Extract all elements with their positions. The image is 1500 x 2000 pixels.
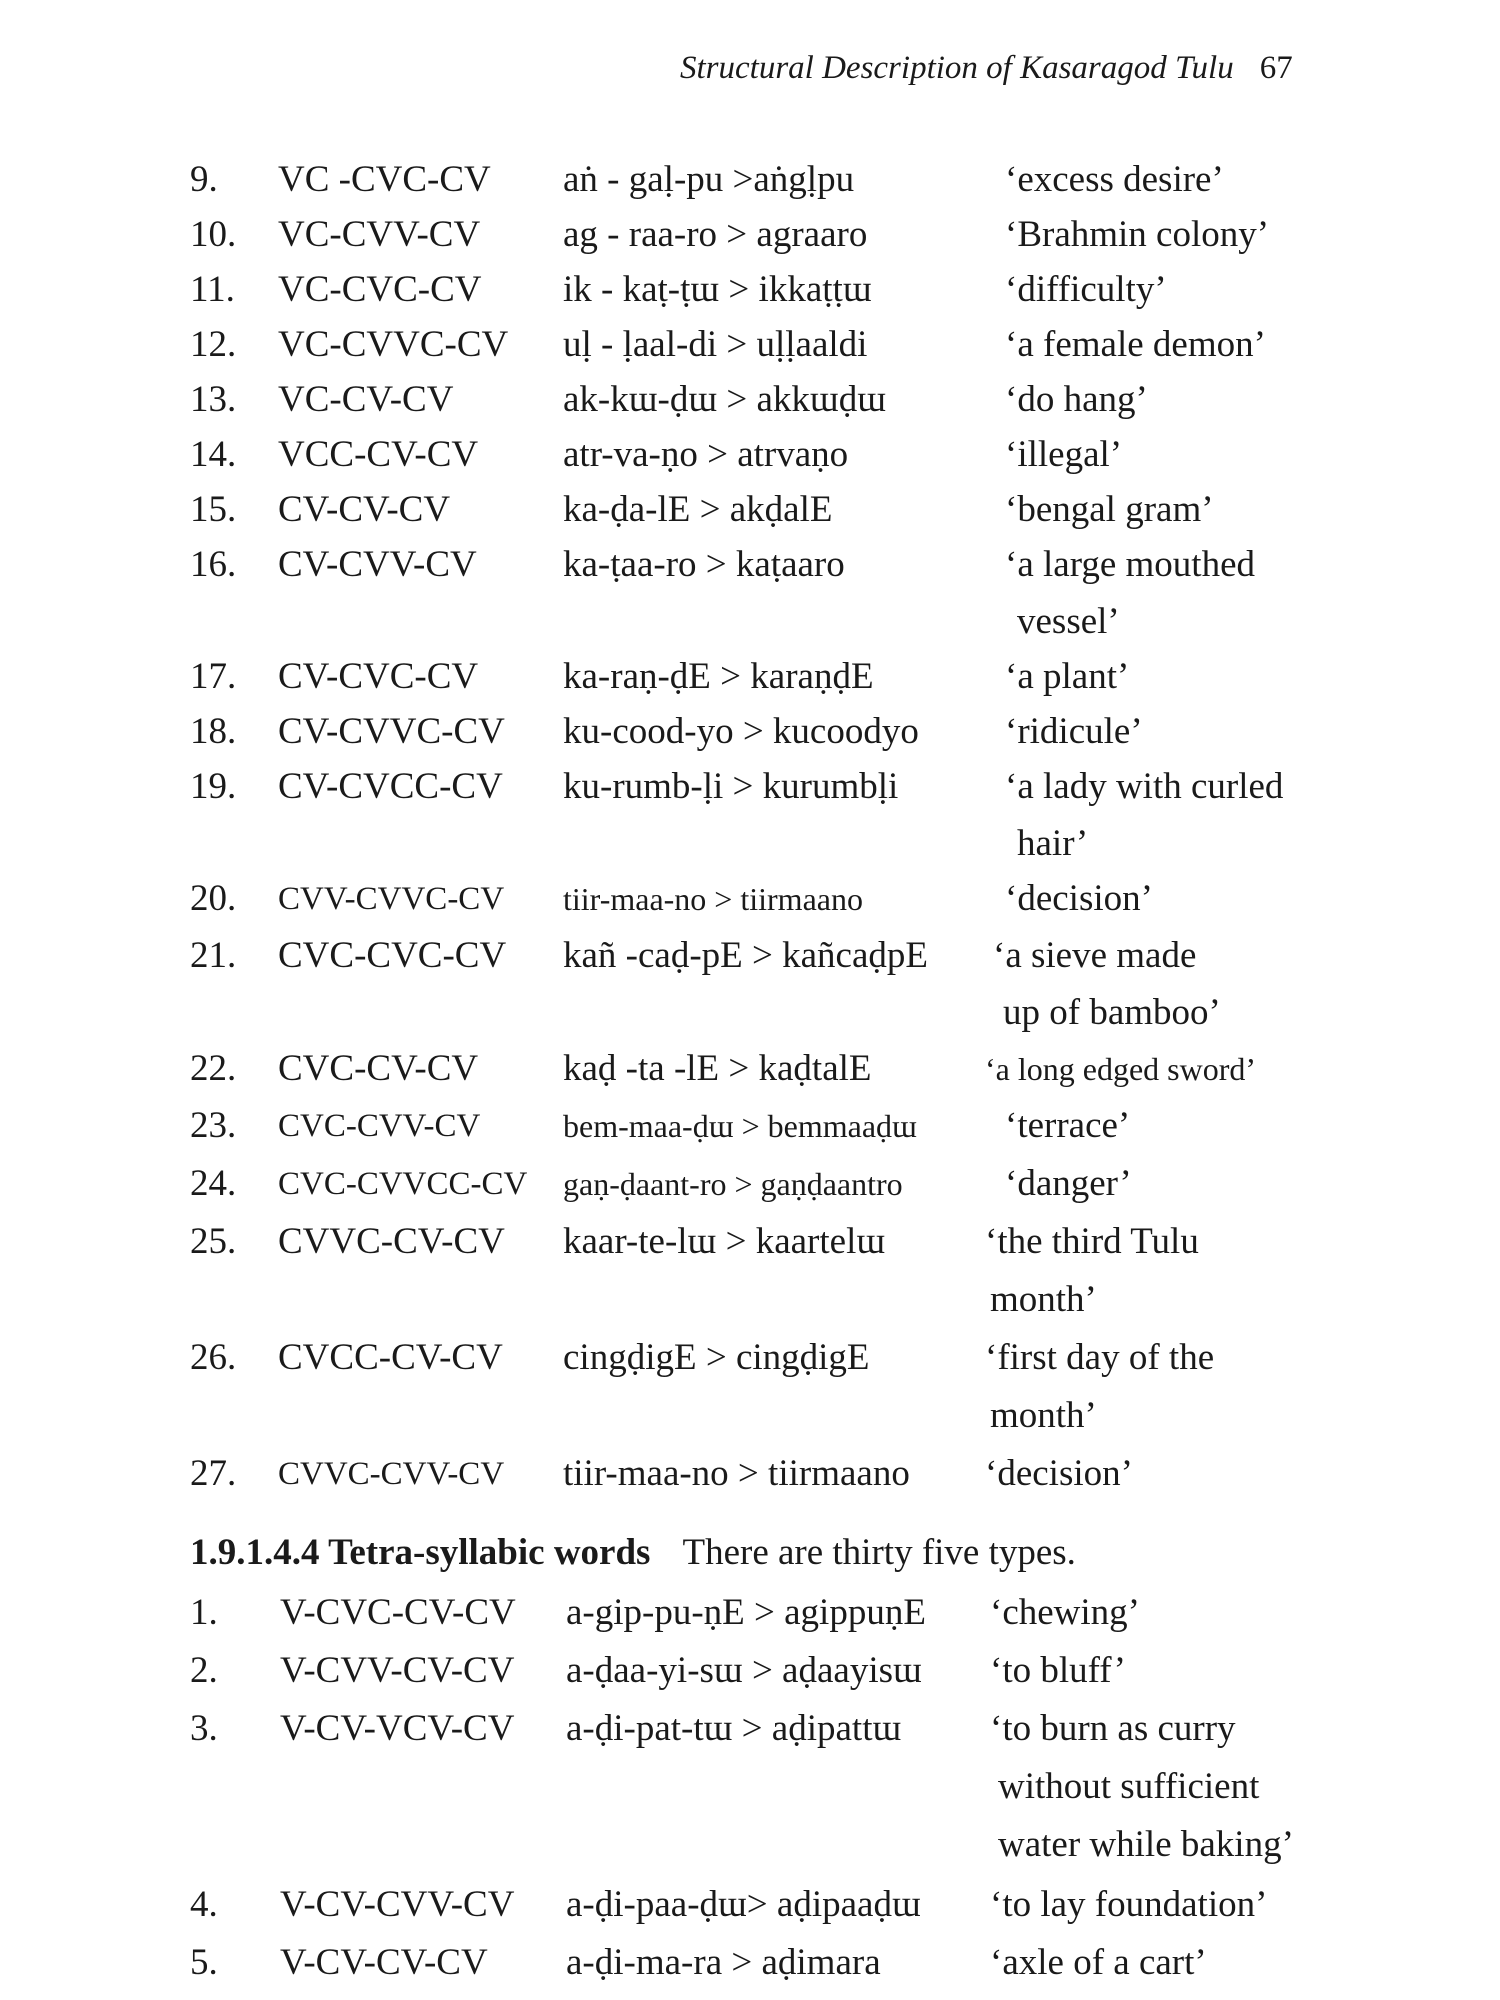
syllable-pattern: CVV-CVVC-CV	[278, 881, 505, 917]
gloss: ‘axle of a cart’	[990, 1942, 1207, 1983]
running-header	[680, 50, 1330, 87]
gloss: ‘illegal’	[1005, 434, 1123, 475]
gloss: ‘difficulty’	[1005, 269, 1167, 310]
gloss-continuation: hair’	[1017, 823, 1089, 864]
derivation: gaṇ-ḍaant-ro > gaṇḍaantro	[563, 1166, 903, 1202]
gloss: ‘terrace’	[1005, 1105, 1131, 1146]
derivation: a-ḍi-paa-ḍɯ> aḍipaaḍɯ	[566, 1884, 921, 1925]
row-number: 9.	[190, 159, 218, 200]
derivation: ak-kɯ-ḍɯ > akkɯḍɯ	[563, 379, 886, 420]
gloss: ‘chewing’	[990, 1592, 1140, 1633]
gloss: ‘decision’	[985, 1453, 1133, 1494]
row-number: 16.	[190, 544, 237, 585]
gloss: ‘to burn as curry	[990, 1708, 1236, 1749]
word-row	[0, 1880, 1500, 1930]
syllable-pattern: CVC-CVVCC-CV	[278, 1166, 528, 1202]
derivation: ik - kaṭ-ṭɯ > ikkaṭṭɯ	[563, 269, 872, 310]
syllable-pattern: CV-CVCC-CV	[278, 766, 503, 807]
gloss: ‘Brahmin colony’	[1005, 214, 1270, 255]
syllable-pattern: CV-CV-CV	[278, 489, 451, 530]
word-row	[0, 652, 1500, 702]
word-row	[0, 1217, 1500, 1267]
derivation: cingḍigE > cingḍigE	[563, 1337, 870, 1378]
word-row	[0, 1044, 1500, 1094]
derivation: ka-ḍa-lE > akḍalE	[563, 489, 833, 530]
row-number: 24.	[190, 1163, 237, 1204]
syllable-pattern: CVC-CVV-CV	[278, 1108, 481, 1144]
word-row	[0, 540, 1500, 590]
row-number: 3.	[190, 1708, 218, 1749]
derivation: ka-ṭaa-ro > kaṭaaro	[563, 544, 845, 585]
row-number: 4.	[190, 1884, 218, 1925]
derivation: tiir-maa-no > tiirmaano	[563, 881, 863, 917]
derivation: a-gip-pu-ṇE > agippuṇE	[566, 1592, 926, 1633]
gloss: ‘a long edged sword’	[985, 1051, 1257, 1087]
gloss: ‘a female demon’	[1005, 324, 1266, 365]
word-row	[0, 1333, 1500, 1383]
derivation: atr-va-ṇo > atrvaṇo	[563, 434, 849, 475]
row-number: 12.	[190, 324, 237, 365]
syllable-pattern: VC -CVC-CV	[278, 159, 491, 200]
derivation: kañ -caḍ-pE > kañcaḍpE	[563, 935, 928, 976]
derivation: aṅ - gaḷ-pu >aṅgḷpu	[563, 159, 855, 200]
gloss-continuation: up of bamboo’	[1003, 992, 1221, 1033]
syllable-pattern: CVC-CV-CV	[278, 1048, 479, 1089]
derivation: kaḍ -ta -lE > kaḍtalE	[563, 1048, 872, 1089]
gloss-continuation: without sufficient	[998, 1766, 1260, 1807]
derivation: ka-raṇ-ḍE > karaṇḍE	[563, 656, 874, 697]
word-row	[0, 430, 1500, 480]
derivation: a-ḍi-pat-tɯ > aḍipattɯ	[566, 1708, 902, 1749]
row-number: 26.	[190, 1337, 237, 1378]
gloss: ‘a plant’	[1005, 656, 1130, 697]
gloss: ‘decision’	[1005, 878, 1153, 919]
row-number: 18.	[190, 711, 237, 752]
derivation: ku-rumb-ḷi > kurumbḷi	[563, 766, 899, 807]
row-number: 22.	[190, 1048, 237, 1089]
row-number: 5.	[190, 1942, 218, 1983]
page-number: 67	[1259, 50, 1293, 86]
syllable-pattern: V-CV-CV-CV	[280, 1942, 488, 1983]
syllable-pattern: CV-CVVC-CV	[278, 711, 505, 752]
syllable-pattern: VC-CV-CV	[278, 379, 454, 420]
word-row	[0, 265, 1500, 315]
syllable-pattern: V-CV-CVV-CV	[280, 1884, 515, 1925]
row-number: 1.	[190, 1592, 218, 1633]
section-title: 1.9.1.4.4 Tetra-syllabic words	[190, 1532, 651, 1573]
word-row	[0, 931, 1500, 981]
gloss: ‘to bluff’	[990, 1650, 1126, 1691]
gloss: ‘the third Tulu	[985, 1221, 1199, 1262]
gloss: ‘to lay foundation’	[990, 1884, 1268, 1925]
word-row	[0, 210, 1500, 260]
gloss: ‘a sieve made	[993, 935, 1197, 976]
word-row	[0, 707, 1500, 757]
syllable-pattern: V-CV-VCV-CV	[280, 1708, 515, 1749]
syllable-pattern: CVCC-CV-CV	[278, 1337, 503, 1378]
word-row	[0, 155, 1500, 205]
syllable-pattern: CV-CVC-CV	[278, 656, 479, 697]
row-number: 21.	[190, 935, 237, 976]
derivation: tiir-maa-no > tiirmaano	[563, 1453, 910, 1494]
word-row	[0, 1646, 1500, 1696]
gloss: ‘ridicule’	[1005, 711, 1143, 752]
row-number: 11.	[190, 269, 235, 310]
word-row	[0, 1449, 1500, 1499]
word-row	[0, 1588, 1500, 1638]
gloss: ‘a lady with curled	[1005, 766, 1284, 807]
gloss-continuation: water while baking’	[998, 1824, 1294, 1865]
word-row	[0, 1938, 1500, 1988]
derivation: a-ḍaa-yi-sɯ > aḍaayisɯ	[566, 1650, 922, 1691]
gloss-continuation: vessel’	[1017, 601, 1120, 642]
syllable-pattern: VC-CVV-CV	[278, 214, 481, 255]
gloss-continuation: month’	[990, 1395, 1097, 1436]
word-row	[0, 1101, 1500, 1151]
syllable-pattern: V-CVV-CV-CV	[280, 1650, 515, 1691]
word-row	[0, 485, 1500, 535]
word-row	[0, 1159, 1500, 1209]
word-row	[0, 762, 1500, 812]
gloss: ‘a large mouthed	[1005, 544, 1256, 585]
syllable-pattern: V-CVC-CV-CV	[280, 1592, 516, 1633]
row-number: 23.	[190, 1105, 237, 1146]
syllable-pattern: VC-CVVC-CV	[278, 324, 509, 365]
gloss: ‘danger’	[1005, 1163, 1132, 1204]
row-number: 20.	[190, 878, 237, 919]
derivation: a-ḍi-ma-ra > aḍimara	[566, 1942, 881, 1983]
gloss: ‘first day of the	[985, 1337, 1215, 1378]
word-row	[0, 375, 1500, 425]
gloss: ‘do hang’	[1005, 379, 1148, 420]
row-number: 14.	[190, 434, 237, 475]
row-number: 2.	[190, 1650, 218, 1691]
syllable-pattern: VCC-CV-CV	[278, 434, 479, 475]
syllable-pattern: VC-CVC-CV	[278, 269, 482, 310]
word-row	[0, 1704, 1500, 1754]
section-description: There are thirty five types.	[682, 1532, 1076, 1573]
row-number: 13.	[190, 379, 237, 420]
derivation: kaar-te-lɯ > kaartelɯ	[563, 1221, 886, 1262]
syllable-pattern: CVVC-CV-CV	[278, 1221, 505, 1262]
word-row	[0, 320, 1500, 370]
row-number: 15.	[190, 489, 237, 530]
gloss: ‘excess desire’	[1005, 159, 1224, 200]
syllable-pattern: CV-CVV-CV	[278, 544, 477, 585]
header-title: Structural Description of Kasaragod Tulu	[680, 50, 1234, 86]
row-number: 27.	[190, 1453, 237, 1494]
section-heading	[190, 1528, 1076, 1578]
word-row	[0, 874, 1500, 924]
derivation: ag - raa-ro > agraaro	[563, 214, 868, 255]
row-number: 19.	[190, 766, 237, 807]
syllable-pattern: CVC-CVC-CV	[278, 935, 507, 976]
derivation: ku-cood-yo > kucoodyo	[563, 711, 919, 752]
row-number: 10.	[190, 214, 237, 255]
derivation: uḷ - ḷaal-di > uḷḷaaldi	[563, 324, 868, 365]
derivation: bem-maa-ḍɯ > bemmaaḍɯ	[563, 1108, 917, 1144]
syllable-pattern: CVVC-CVV-CV	[278, 1456, 505, 1492]
gloss: ‘bengal gram’	[1005, 489, 1214, 530]
row-number: 25.	[190, 1221, 237, 1262]
gloss-continuation: month’	[990, 1279, 1097, 1320]
row-number: 17.	[190, 656, 237, 697]
